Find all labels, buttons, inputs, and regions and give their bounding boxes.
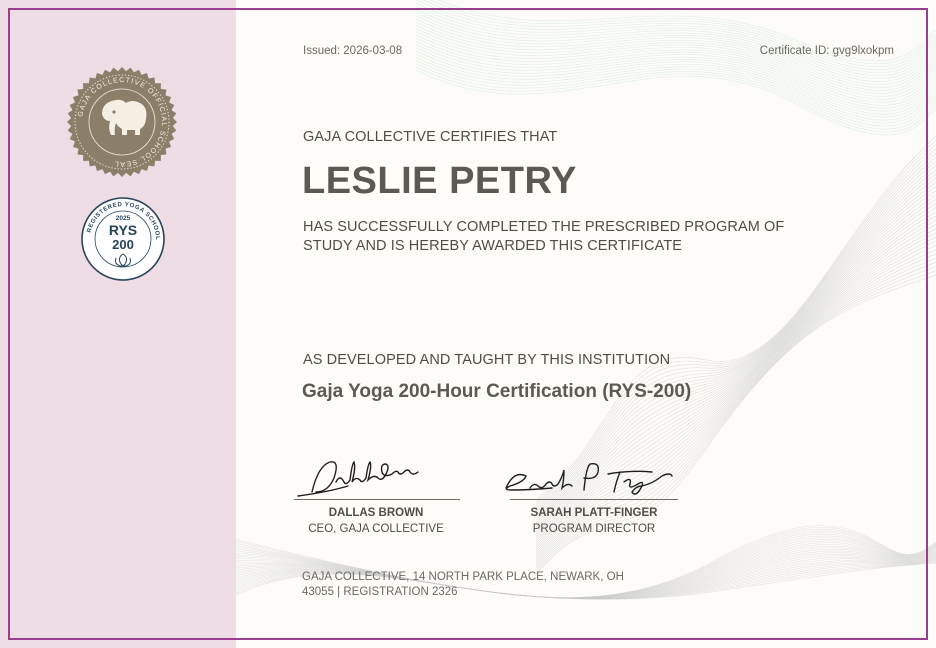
recipient-name: LESLIE PETRY [302,160,577,202]
developed-line: AS DEVELOPED AND TAUGHT BY THIS INSTITUTION [303,352,671,368]
rys-200-badge [80,196,166,282]
issued-date: Issued: 2026-03-08 [303,45,403,57]
signer-title-1: CEO, GAJA COLLECTIVE [308,523,444,535]
seal-ring-text: GAJA COLLECTIVE OFFICIAL SCHOOL SEAL [77,76,168,168]
signer-title-2: PROGRAM DIRECTOR [532,523,656,535]
signature-dallas-brown [292,452,462,500]
rys-label-top: RYS [108,222,138,238]
signature-line-1 [294,499,460,500]
signer-name-1: DALLAS BROWN [328,507,424,519]
statement-line-1: HAS SUCCESSFULLY COMPLETED THE PRESCRIBED PROGRAM OF [303,219,785,235]
institution-address: GAJA COLLECTIVE, 14 NORTH PARK PLACE, NEWARK, OH 43055 | REGISTRATION 2326 [302,571,624,598]
rys-year: 2025 [115,215,131,222]
rys-ring-text: REGISTERED YOGA SCHOOL [86,201,161,241]
program-name: Gaja Yoga 200-Hour Certification (RYS-200) [302,381,692,402]
official-school-seal [66,66,178,178]
signer-name-2: SARAH PLATT-FINGER [530,507,658,519]
signature-line-2 [510,499,678,500]
rys-label-bottom: 200 [112,237,134,252]
signature-sarah-platt-finger [500,458,690,500]
intro-line: GAJA COLLECTIVE CERTIFIES THAT [303,129,558,145]
certificate-id: Certificate ID: gvg9lxokpm [759,45,894,57]
statement-line-2: STUDY AND IS HEREBY AWARDED THIS CERTIFICATE [303,238,683,254]
